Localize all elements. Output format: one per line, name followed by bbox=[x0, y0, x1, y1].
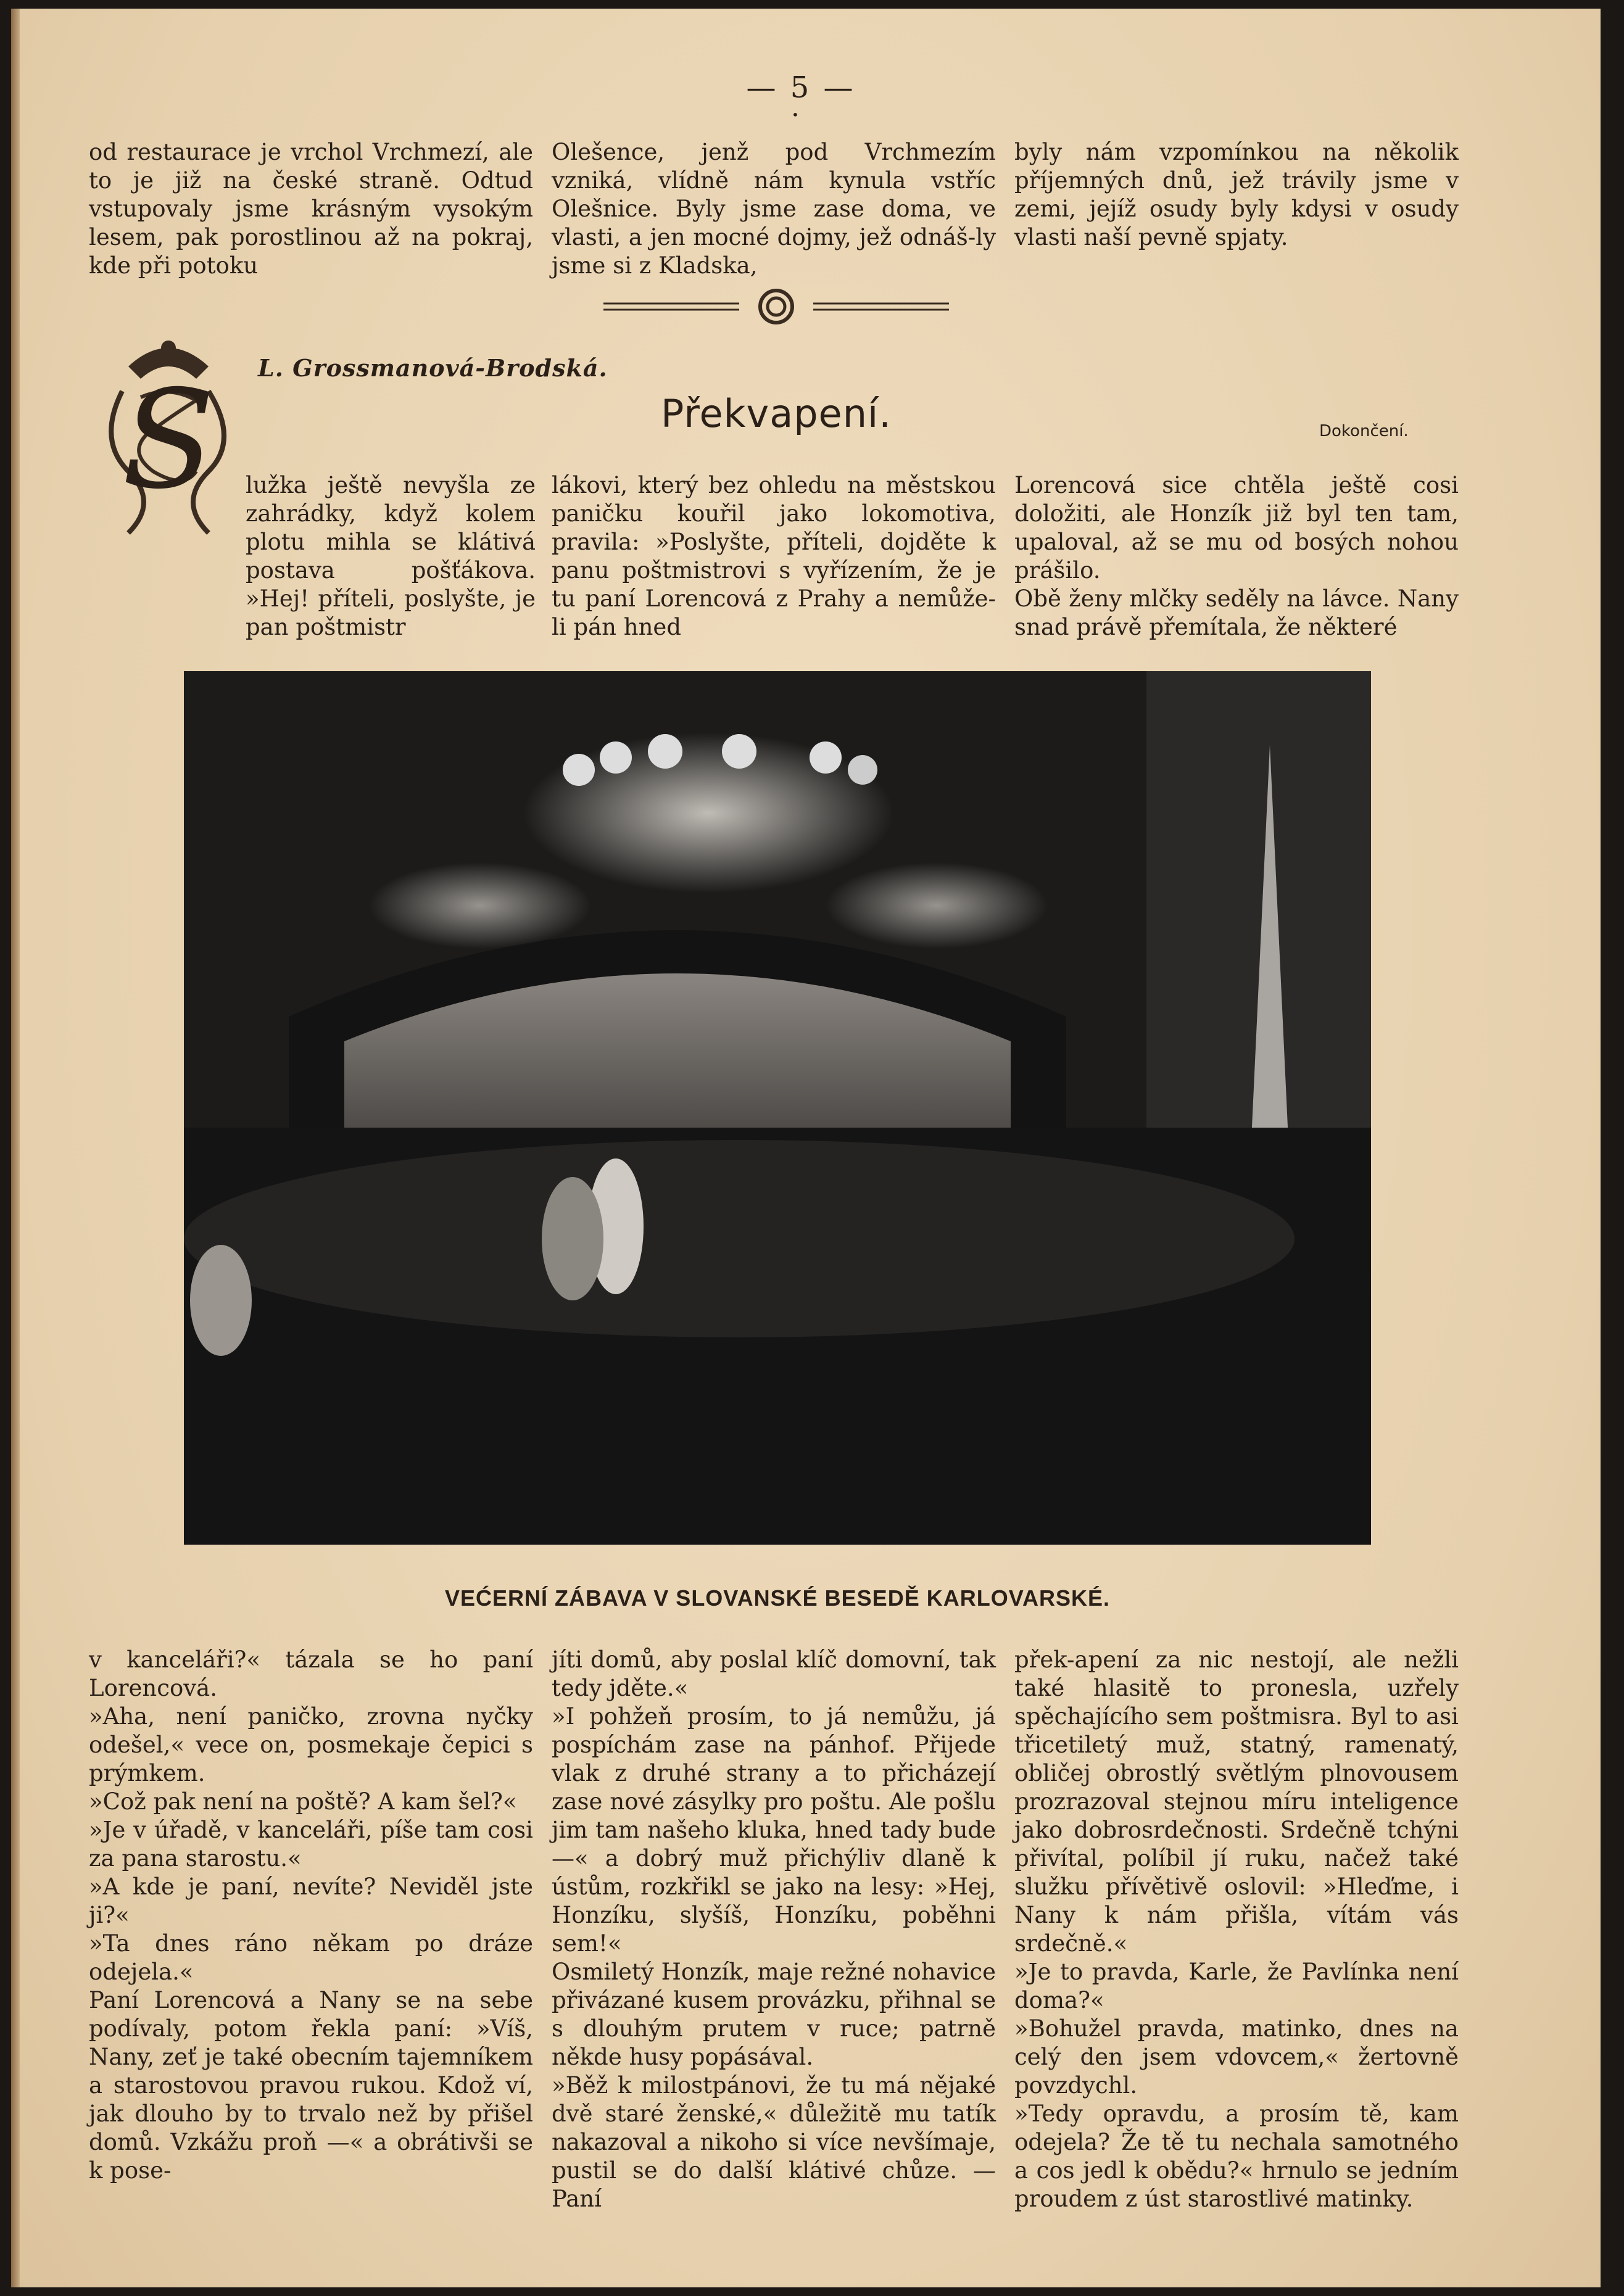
bottom-text-column-2: jíti domů, aby poslal klíč domovní, tak tedy jděte.« »I pohžeň prosím, to já nemůžu, já pospíchám zase na pánhof. Přijede vlak z druhé strany a to přicházejí zase nové zásylky pro poštu. Ale pošlu jim tam našeho kluka, hned tady bude —« a dobrý muž přichýliv dlaně k ústům, rozkřikl se jako na lesy: »Hej, Honzíku, slyšíš, Honzíku, poběhni sem!« Osmiletý Honzík, maje režné nohavice přivázané kusem provázku, přihnal se s dlouhým prutem v ruce; patrně někde husy popásával. »Běž k milostpánovi, že tu má nějaké dvě staré ženské,« důležitě mu tatík nakazoval a nikoho si více nevšímaje, pustil se do další klátivé chůze. — Paní bbox=[552, 1646, 996, 2212]
bottom-text-column-1: v kanceláři?« tázala se ho paní Lorencová. »Aha, není paničko, zrovna nyčky odešel,« vece on, posmekaje čepici s prýmkem. »Což pak není na poště? A kam šel?« »Je v úřadě, v kanceláři, píše tam cosi za pana starostu.« »A kde je paní, nevíte? Neviděl jste ji?« »Ta dnes ráno někam po dráze odejela.« Paní Lorencová a Nany se na sebe podívaly, potom řekla paní: »Víš, Nany, zeť je také obecním tajemníkem a starostovou pravou rukou. Kdož ví, jak dlouho by to trvalo než by přišel domů. Vzkážu proň —« a obrátivši se k pose- bbox=[89, 1646, 533, 2184]
top-text-column-2: Olešence, jenž pod Vrchmezím vzniká, vlídně nám kynula vstříc Olešnice. Byly jsme zase doma, ve vlasti, a jen mocné dojmy, jež odnáš-ly jsme si z Kladska, bbox=[552, 139, 996, 279]
magazine-page bbox=[11, 9, 1601, 2287]
bottom-text-column-3: přek-apení za nic nestojí, ale nežli také hlasitě to pronesla, uzřely spěchajícího sem poštmisra. Byl to asi třicetiletý muž, statný, ramenatý, obličej obrostlý světlým plnovousem prozrazoval stejnou míru inteligence jako dobrosrdečnosti. Srdečně tchýni přivítal, políbil jí ruku, načež také služku přívětivě oslovil: »Hleďme, i Nany k nám přišla, vítám vás srdečně.« »Je to pravda, Karle, že Pavlínka není doma?« »Bohužel pravda, matinko, dnes na celý den jsem vdovcem,« žertovně povzdychl. »Tedy opravdu, a prosím tě, kam odejela? Že tě tu nechala samotného a cos jedl k obědu?« hrnulo se jedním proudem z úst starostlivé matinky. bbox=[1014, 1646, 1459, 2212]
story-column-3: Lorencová sice chtěla ještě cosi doložiti, ale Honzík již byl ten tam, upaloval, až se mu od bosých nohou prášilo. Obě ženy mlčky seděly na lávce. Nany snad právě přemítala, že některé bbox=[1014, 472, 1459, 640]
story-title: Překvapení. bbox=[661, 391, 892, 436]
author-byline: L. Grossmanová-Brodská. bbox=[258, 354, 608, 382]
hall-photograph bbox=[184, 671, 1371, 1545]
dropcap-letter: S bbox=[122, 361, 215, 519]
ornamental-dropcap bbox=[104, 329, 233, 539]
page-number: — 5 — bbox=[746, 70, 856, 105]
section-divider-ornament bbox=[603, 285, 949, 328]
photo-caption: VEĆERNÍ ZÁBAVA V SLOVANSKÉ BESEDĚ KARLOVARSKÉ. bbox=[444, 1585, 1111, 1611]
story-column-1: lužka ještě nevyšla ze zahrádky, když kolem plotu mihla se klátivá postava pošťákova. »Hej! příteli, poslyšte, je pan poštmistr bbox=[246, 472, 536, 640]
page-binding-edge bbox=[11, 9, 20, 2287]
concluded-note: Dokončení. bbox=[1319, 422, 1409, 440]
top-text-column-3: byly nám vzpomínkou na několik příjemných dnů, jež trávily jsme v zemi, jejíž osudy byly kdysi v osudy vlasti naší pevně spjaty. bbox=[1014, 139, 1459, 250]
story-column-2: lákovi, který bez ohledu na městskou paničku kouřil jako lokomotiva, pravila: »Poslyšte, příteli, dojděte k panu poštmistrovi s vyřízením, že je tu paní Lorencová z Prahy a nemůže-li pán hned bbox=[552, 472, 996, 640]
top-text-column-1: od restaurace je vrchol Vrchmezí, ale to je již na české straně. Odtud vstupovaly jsme krásným vysokým lesem, pak porostlinou až na pokraj, kde při potoku bbox=[89, 139, 533, 279]
page-number-dot: • bbox=[792, 107, 799, 122]
